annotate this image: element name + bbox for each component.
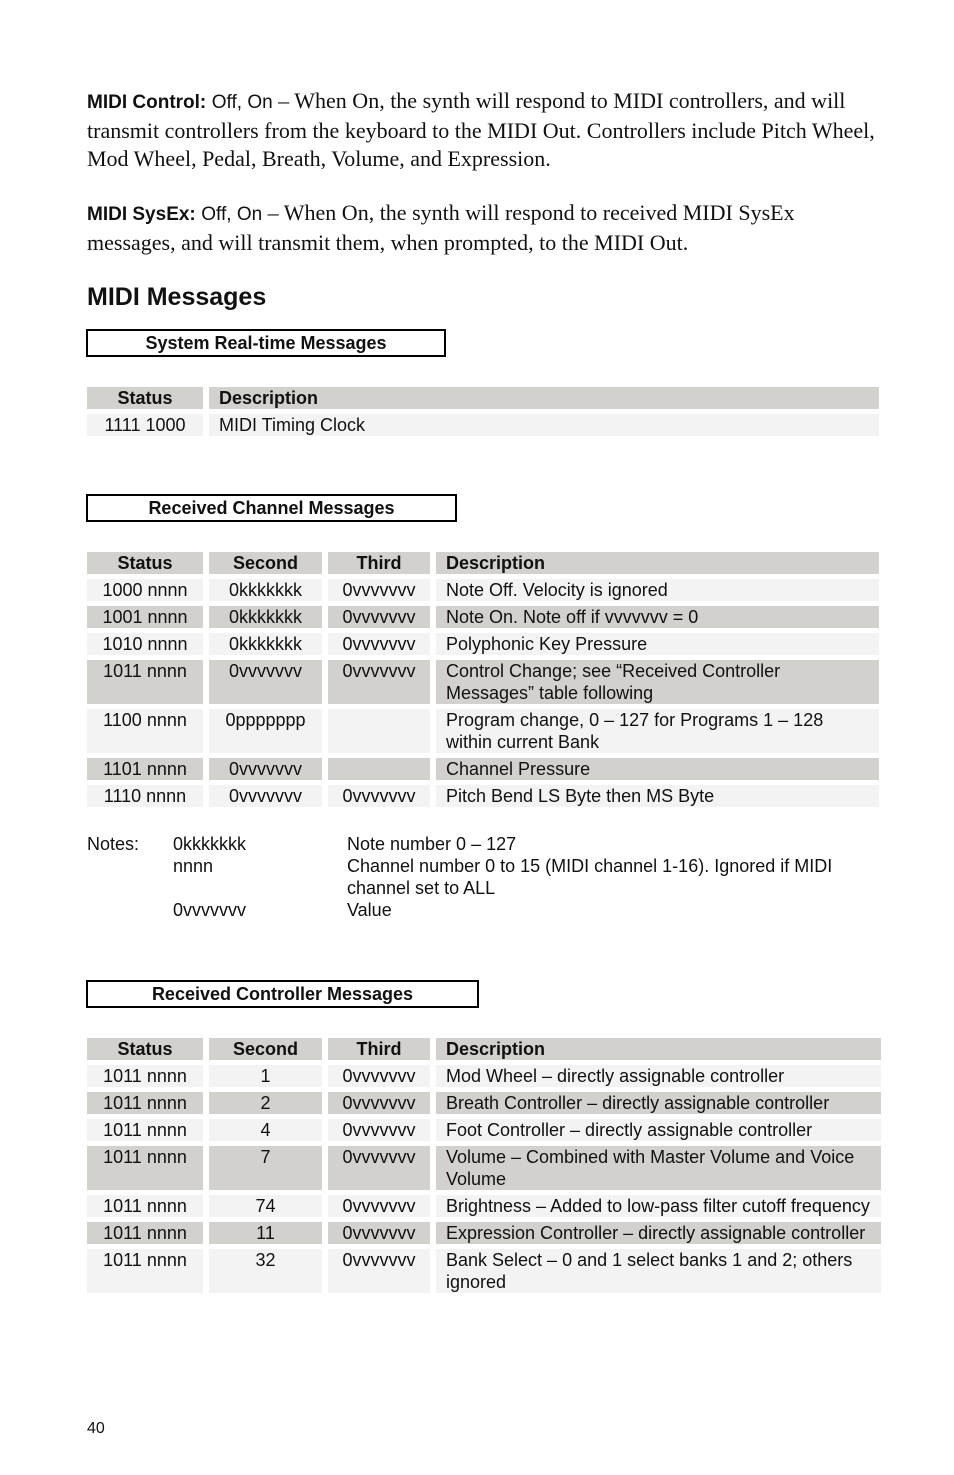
cell-second: 4 — [209, 1119, 322, 1141]
midi-sysex-text: When On, the synth will respond to received MIDI SysEx messages, and will transmit them, when prompted, to the MIDI Out. — [87, 200, 795, 255]
realtime-table — [87, 387, 879, 441]
cell-status: 1111 1000 — [87, 414, 203, 436]
cell-status: 1011 nnnn — [87, 660, 203, 704]
notes-term: nnnn — [173, 856, 214, 876]
channel-table-title: Received Channel Messages — [86, 494, 457, 522]
midi-sysex-paragraph — [87, 199, 877, 257]
cell-status: 1000 nnnn — [87, 579, 203, 601]
cell-description: MIDI Timing Clock — [209, 414, 879, 436]
cell-status: 1001 nnnn — [87, 606, 203, 628]
realtime-table-title: System Real-time Messages — [86, 329, 446, 357]
cell-description: Pitch Bend LS Byte then MS Byte — [436, 785, 879, 807]
cell-third: 0vvvvvvv — [328, 660, 430, 704]
table-row — [87, 785, 879, 807]
header-third: Third — [328, 552, 430, 574]
notes-definition: Value — [347, 900, 392, 920]
cell-third: 0vvvvvvv — [328, 1195, 430, 1217]
header-description: Description — [436, 1038, 881, 1060]
controller-table — [87, 1038, 881, 1298]
notes-term: 0vvvvvvv — [173, 900, 247, 920]
header-second: Second — [209, 1038, 322, 1060]
table-row — [87, 414, 879, 436]
cell-description: Bank Select – 0 and 1 select banks 1 and 2; others ignored — [436, 1249, 881, 1293]
table-row — [87, 633, 879, 655]
cell-status: 1011 nnnn — [87, 1092, 203, 1114]
header-description: Description — [436, 552, 879, 574]
cell-status: 1110 nnnn — [87, 785, 203, 807]
midi-control-dash: – — [272, 88, 295, 113]
table-row — [87, 660, 879, 704]
cell-status: 1100 nnnn — [87, 709, 203, 753]
cell-second: 0vvvvvvv — [209, 660, 322, 704]
cell-third: 0vvvvvvv — [328, 1249, 430, 1293]
cell-description: Volume – Combined with Master Volume and Voice Volume — [436, 1146, 881, 1190]
table-header-row — [87, 387, 879, 409]
cell-second: 32 — [209, 1249, 322, 1293]
midi-control-label: MIDI Control: — [87, 92, 207, 113]
table-row — [87, 709, 879, 753]
header-status: Status — [87, 387, 203, 409]
controller-table-title: Received Controller Messages — [86, 980, 479, 1008]
table-row — [87, 606, 879, 628]
cell-description: Note On. Note off if vvvvvvv = 0 — [436, 606, 879, 628]
midi-sysex-dash: – — [262, 200, 284, 225]
table-row — [87, 1065, 881, 1087]
header-status: Status — [87, 552, 203, 574]
table-row — [87, 1146, 881, 1190]
cell-status: 1011 nnnn — [87, 1065, 203, 1087]
cell-description: Note Off. Velocity is ignored — [436, 579, 879, 601]
midi-control-options: Off, On — [211, 92, 273, 113]
midi-sysex-options: Off, On — [201, 204, 263, 225]
cell-second: 74 — [209, 1195, 322, 1217]
cell-second: 1 — [209, 1065, 322, 1087]
cell-third: 0vvvvvvv — [328, 579, 430, 601]
table-row — [87, 1119, 881, 1141]
cell-status: 1011 nnnn — [87, 1195, 203, 1217]
cell-description: Program change, 0 – 127 for Programs 1 – 128 within current Bank — [436, 709, 879, 753]
midi-control-text: When On, the synth will respond to MIDI controllers, and will transmit controllers from the keyboard to the MIDI Out. Controllers include Pitch Wheel, Mod Wheel, Pedal, Breath, Volume, and Expression. — [87, 88, 875, 171]
table-row — [87, 758, 879, 780]
cell-third: 0vvvvvvv — [328, 1065, 430, 1087]
table-row — [87, 1222, 881, 1244]
cell-third: 0vvvvvvv — [328, 1092, 430, 1114]
section-heading: MIDI Messages — [87, 283, 267, 311]
cell-second: 2 — [209, 1092, 322, 1114]
cell-description: Expression Controller – directly assignable controller — [436, 1222, 881, 1244]
notes-label: Notes: — [87, 834, 140, 854]
cell-description: Foot Controller – directly assignable controller — [436, 1119, 881, 1141]
cell-status: 1011 nnnn — [87, 1249, 203, 1293]
cell-third: 0vvvvvvv — [328, 785, 430, 807]
cell-description: Polyphonic Key Pressure — [436, 633, 879, 655]
header-status: Status — [87, 1038, 203, 1060]
cell-third — [328, 709, 430, 753]
cell-second: 11 — [209, 1222, 322, 1244]
cell-second: 0kkkkkkk — [209, 633, 322, 655]
cell-third: 0vvvvvvv — [328, 1146, 430, 1190]
header-third: Third — [328, 1038, 430, 1060]
midi-control-paragraph — [87, 87, 877, 173]
table-row — [87, 579, 879, 601]
cell-status: 1101 nnnn — [87, 758, 203, 780]
cell-second: 7 — [209, 1146, 322, 1190]
table-row — [87, 1092, 881, 1114]
cell-second: 0kkkkkkk — [209, 579, 322, 601]
cell-description: Breath Controller – directly assignable controller — [436, 1092, 881, 1114]
cell-second: 0kkkkkkk — [209, 606, 322, 628]
cell-second: 0vvvvvvv — [209, 758, 322, 780]
table-row — [87, 1249, 881, 1293]
cell-description: Control Change; see “Received Controller Messages” table following — [436, 660, 879, 704]
page-number: 40 — [87, 1420, 105, 1437]
cell-third — [328, 758, 430, 780]
cell-third: 0vvvvvvv — [328, 606, 430, 628]
midi-sysex-label: MIDI SysEx: — [87, 204, 196, 225]
table-row — [87, 1195, 881, 1217]
cell-third: 0vvvvvvv — [328, 1222, 430, 1244]
cell-status: 1010 nnnn — [87, 633, 203, 655]
header-second: Second — [209, 552, 322, 574]
cell-description: Mod Wheel – directly assignable controller — [436, 1065, 881, 1087]
notes-definition: Channel number 0 to 15 (MIDI channel 1-16). Ignored if MIDI channel set to ALL — [347, 856, 833, 898]
notes-term: 0kkkkkkk — [173, 834, 247, 854]
notes-definition: Note number 0 – 127 — [347, 834, 517, 854]
table-header-row — [87, 552, 879, 574]
cell-third: 0vvvvvvv — [328, 1119, 430, 1141]
cell-second: 0vvvvvvv — [209, 785, 322, 807]
header-description: Description — [209, 387, 879, 409]
cell-third: 0vvvvvvv — [328, 633, 430, 655]
table-header-row — [87, 1038, 881, 1060]
cell-description: Brightness – Added to low-pass filter cutoff frequency — [436, 1195, 881, 1217]
cell-status: 1011 nnnn — [87, 1222, 203, 1244]
cell-description: Channel Pressure — [436, 758, 879, 780]
cell-status: 1011 nnnn — [87, 1146, 203, 1190]
channel-table — [87, 552, 879, 812]
cell-second: 0ppppppp — [209, 709, 322, 753]
cell-status: 1011 nnnn — [87, 1119, 203, 1141]
